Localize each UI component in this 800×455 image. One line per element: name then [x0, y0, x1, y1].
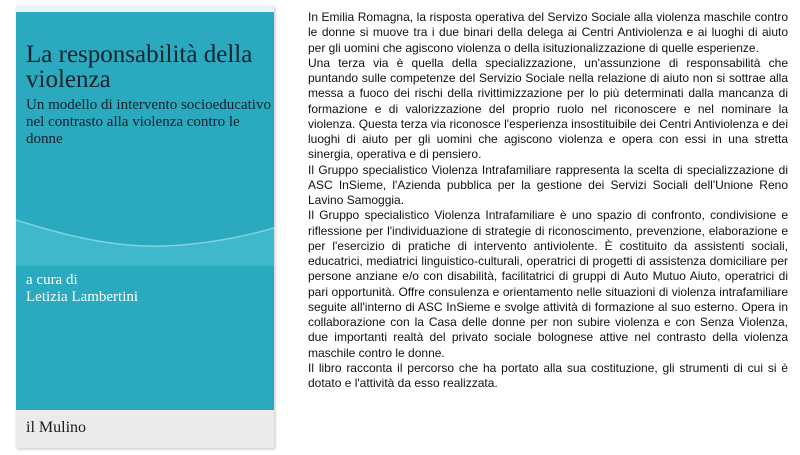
- cover-title: La responsabilità della violenza: [26, 41, 253, 93]
- description-paragraph: Una terza via è quella della specializzazione, un'assunzione di responsabilità che puntando sulle competenze del Servizio Sociale nella relazione di aiuto non si sottrae alla messa a fuoco dei rischi della rivittimizzazione per lo più determinati dalla mancanza di formazione e di valorizzazione del proprio ruolo nel riconoscere e nel nominare la violenza. Questa terza via riconosce l'esperienza insostituibile dei Centri Antiviolenza e dei luoghi di aiuto per gli uomini che agiscono violenza e opera con essi in una stretta sinergia, operativa e di pensiero.: [308, 55, 788, 162]
- description-paragraph: Il libro racconta il percorso che ha portato alla sua costituzione, gli strumenti di cui si è dotato e l'attività da esso realizzata.: [308, 360, 788, 390]
- cover-footer: [16, 410, 274, 448]
- cover-editor-label: a cura di: [26, 272, 78, 288]
- cover-top-band: [16, 6, 274, 12]
- book-description: [308, 10, 788, 391]
- cover-wave-decoration: [16, 206, 274, 266]
- cover-subtitle: Un modello di intervento socioeducativo nel contrasto alla violenza contro le donne: [26, 97, 271, 147]
- book-cover: [16, 6, 274, 448]
- cover-publisher: il Mulino: [26, 419, 87, 436]
- description-paragraph: In Emilia Romagna, la risposta operativa del Servizo Sociale alla violenza maschile contro le donne si muove tra i due binari della delega ai Centri Antiviolenza e ai luoghi di aiuto per gli uomini che agiscono violenza o della isituzionalizzazione di quelle esperienze.: [308, 10, 788, 55]
- cover-editor-name: Letizia Lambertini: [26, 289, 139, 305]
- description-paragraph: Il Gruppo specialistico Violenza Intrafamiliare rappresenta la scelta di specializzazione di ASC InSieme, l'Azienda pubblica per la gestione dei Servizi Sociali dell'Unione Reno Lavino Samoggia.: [308, 162, 788, 207]
- description-paragraph: Il Gruppo specialistico Violenza Intrafamiliare è uno spazio di confronto, condivisione e riflessione per l'individuazione di strategie di riconoscimento, prevenzione, elaborazione e per l'esercizio di pratiche di intervento antiviolente. È costituito da assistenti sociali, educatrici, mediatrici linguistico-culturali, operatrici di progetti di assistenza domiciliare per persone anziane e/o con disabilità, facilitatrici di gruppi di Auto Mutuo Aiuto, operatrici di pari opportunità. Offre consulenza e orientamento nelle situazioni di violenza intrafamiliare seguite all'interno di ASC InSieme e svolge attività di formazione al suo esterno. Opera in collaborazione con la Casa delle donne per non subire violenza e con Senza Violenza, due importanti realtà del privato sociale bolognese attive nel contrasto della violenza maschile contro le donne.: [308, 208, 788, 360]
